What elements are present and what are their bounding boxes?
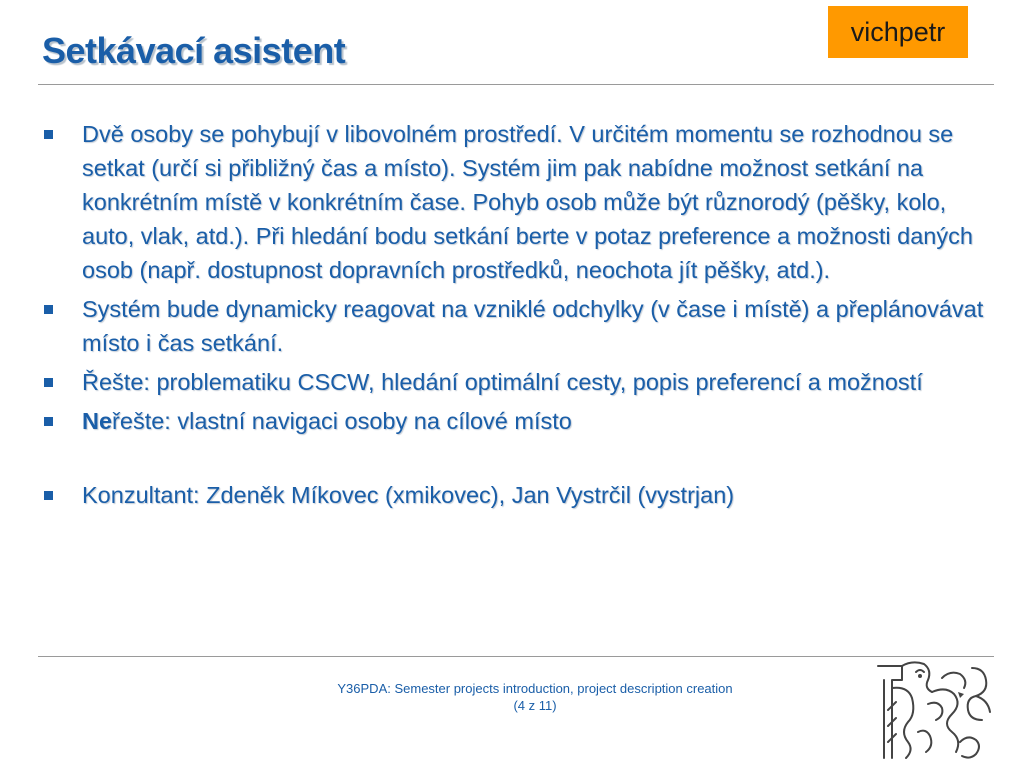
square-bullet-icon	[44, 491, 53, 500]
bullet-text: Konzultant: Zdeněk Míkovec (xmikovec), Jan Vystrčil (vystrjan)	[82, 482, 735, 508]
slide-title: Setkávací asistent	[42, 30, 346, 71]
bullet-item	[40, 404, 990, 438]
slide-footer	[240, 680, 830, 714]
square-bullet-icon	[44, 130, 53, 139]
bullet-bold-prefix: Ne	[82, 408, 113, 434]
footer-course-line: Y36PDA: Semester projects introduction, project description creation	[337, 681, 733, 696]
bullet-item	[40, 117, 990, 287]
square-bullet-icon	[44, 305, 53, 314]
square-bullet-icon	[44, 378, 53, 387]
author-badge: vichpetr	[828, 6, 968, 58]
bullet-text: řešte: vlastní navigaci osoby na cílové místo	[112, 408, 572, 434]
bullet-list	[40, 117, 990, 517]
bullet-text: Dvě osoby se pohybují v libovolném prostředí. V určitém momentu se rozhodnou se setkat (určí si přibližný čas a místo). Systém jim pak nabídne možnost setkání na konkrétním místě v konkrétním čase. Pohyb osob může být různorodý (pěšky, kolo, auto, vlak, atd.). Při hledání bodu setkání berte v potaz preference a možnosti daných osob (např. dostupnost dopravních prostředků, neochota jít pěšky, atd.).	[82, 121, 973, 283]
square-bullet-icon	[44, 417, 53, 426]
footer-divider	[38, 656, 994, 657]
bullet-text: Systém bude dynamicky reagovat na vzniklé odchylky (v čase i místě) a přeplánovávat místo i čas setkání.	[82, 296, 984, 356]
bullet-item	[40, 292, 990, 360]
bullet-text: Řešte: problematiku CSCW, hledání optimální cesty, popis preferencí a možností	[82, 369, 923, 395]
bullet-item	[40, 365, 990, 399]
footer-page-number: (4 z 11)	[513, 698, 557, 713]
ctu-lion-logo-icon	[872, 658, 996, 762]
bullet-item	[40, 478, 990, 512]
title-divider	[38, 84, 994, 85]
